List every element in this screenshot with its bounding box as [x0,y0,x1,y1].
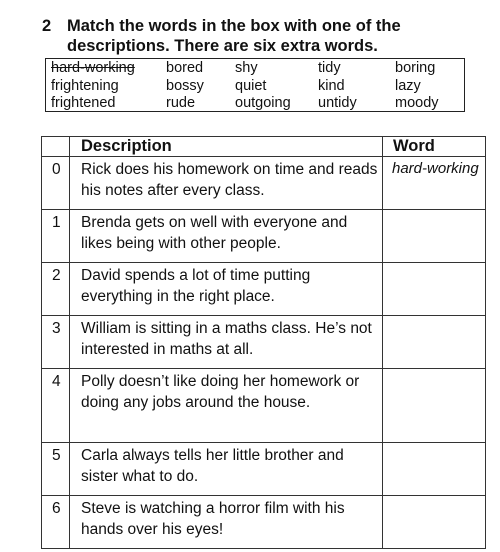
row-answer-field[interactable] [383,496,486,549]
table-row [42,443,486,496]
word-box-item: moody [395,95,439,111]
row-number: 5 [42,443,70,496]
header-number-cell [42,137,70,157]
row-answer-field[interactable] [383,316,486,369]
row-description: Brenda gets on well with everyone and likes being with other people. [70,210,383,263]
row-answer-example: hard-working [383,157,486,210]
row-number: 3 [42,316,70,369]
row-description: Polly doesn’t like doing her homework or doing any jobs around the house. [70,369,383,443]
word-box-item: hard-working [51,60,135,76]
header-description: Description [70,137,383,157]
row-description: Steve is watching a horror film with his hands over his eyes! [70,496,383,549]
word-box-item: tidy [318,60,341,76]
table-row [42,263,486,316]
word-box [45,58,465,112]
header-word: Word [383,137,486,157]
question-number: 2 [42,17,52,35]
row-number: 4 [42,369,70,443]
row-answer-field[interactable] [383,263,486,316]
word-box-item: bossy [166,78,204,94]
row-number: 0 [42,157,70,210]
word-box-item: frightening [51,78,119,94]
word-box-item: quiet [235,78,267,94]
table-row [42,316,486,369]
word-box-item: rude [166,95,196,111]
row-answer-field[interactable] [383,369,486,443]
matching-table [41,136,486,549]
row-answer-field[interactable] [383,210,486,263]
question-instruction: Match the words in the box with one of the descriptions. There are six extra words. [67,17,401,55]
row-answer-field[interactable] [383,443,486,496]
row-number: 6 [42,496,70,549]
row-number: 2 [42,263,70,316]
row-description: Rick does his homework on time and reads his notes after every class. [70,157,383,210]
word-box-item: outgoing [235,95,291,111]
word-box-item: shy [235,60,258,76]
word-box-item: boring [395,60,436,76]
row-description: William is sitting in a maths class. He’s not interested in maths at all. [70,316,383,369]
word-box-item: frightened [51,95,116,111]
row-number: 1 [42,210,70,263]
word-box-item: bored [166,60,204,76]
word-box-item: untidy [318,95,357,111]
table-header-row [42,137,486,157]
table-row [42,496,486,549]
row-description: David spends a lot of time putting everything in the right place. [70,263,383,316]
word-box-item: lazy [395,78,421,94]
table-row [42,369,486,443]
word-box-item: kind [318,78,345,94]
table-row [42,210,486,263]
row-description: Carla always tells her little brother and sister what to do. [70,443,383,496]
table-row [42,157,486,210]
